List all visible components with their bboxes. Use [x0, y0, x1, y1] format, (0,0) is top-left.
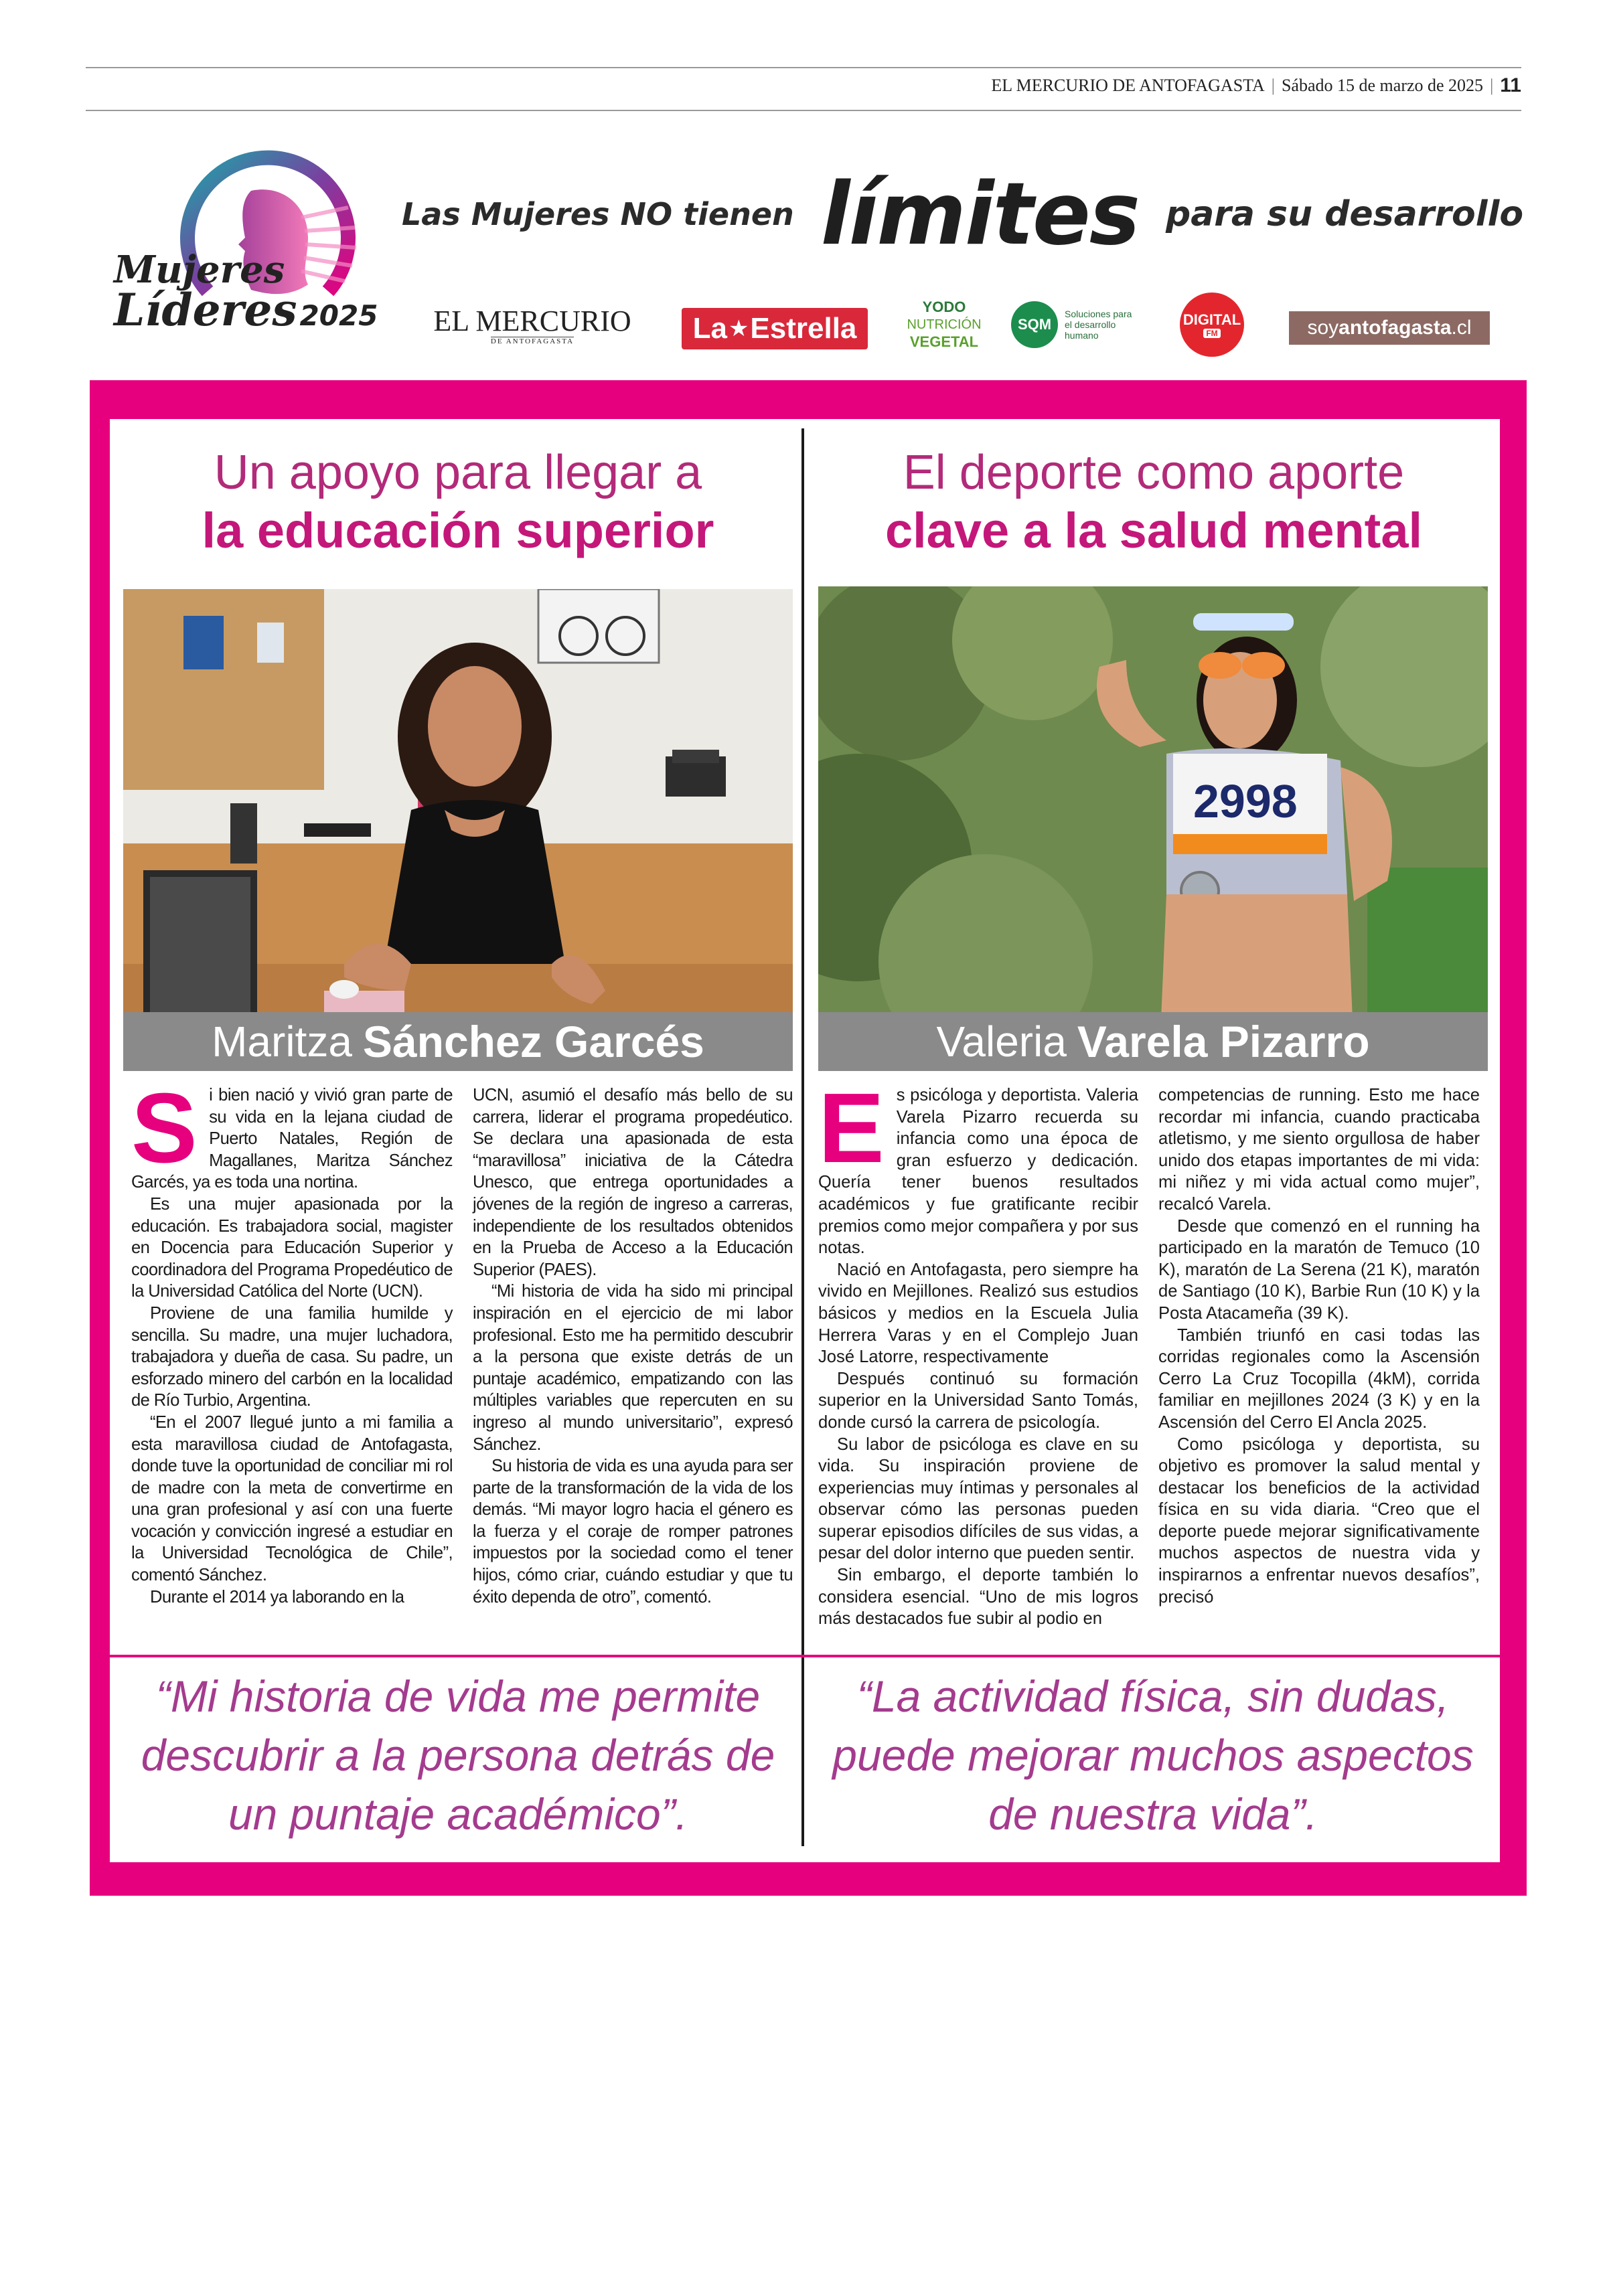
paragraph: Su labor de psicóloga es clave en su vida. Su inspiración proviene de experiencias muy íntimas y personales al observar cómo las personas pueden superar episodios difíciles de sus vidas, a pesar del dolor interno que pueden sentir. — [818, 1434, 1138, 1563]
paragraph: Desde que comenzó en el running ha participado en la maratón de Temuco (10 K), maratón de La Serena (21 K), maratón de Santiago (10 K), Barbie Run (10 K) y la Posta Atacameña (39 K). — [1158, 1216, 1480, 1323]
mercurio-wordmark: EL MERCURIO — [433, 305, 631, 337]
fm-label: FM — [1203, 329, 1220, 338]
paragraph: Proviene de una familia humilde y sencilla. Su madre, una mujer luchadora, trabajadora y dueña de casa. Su padre, un esforzado minero del carbón en la localidad de Río Turbio, Argentina. — [131, 1303, 453, 1410]
paragraph: Después continuó su formación superior en la Universidad Santo Tomás, donde cursó la carrera de psicología. — [818, 1369, 1138, 1432]
folio-separator: | — [1490, 76, 1494, 95]
left-headline-line2: la educación superior — [202, 503, 714, 558]
folio-line — [991, 72, 1521, 99]
paragraph: “En el 2007 llegué junto a mi familia a esta maravillosa ciudad de Antofagasta, donde tuve la oportunidad de conciliar mi rol de madre con la meta de convertirme en una gran profesional y así con una fuerte vocación y convicción ingresé a estudiar en la Universidad Tecnológica de Chile”, comentó Sánchez. — [131, 1412, 453, 1585]
tagline-emphasis: límites — [820, 164, 1139, 264]
top-rule — [86, 67, 1521, 68]
paragraph: Durante el 2014 ya laborando en la — [150, 1587, 404, 1607]
paragraph: UCN, asumió el desafío más bello de su carrera, liderar el programa propedéutico. Se declara una apasionada de esta “maravillosa” iniciativa de la Cátedra Unesco, que entrega oportunidades a jóvenes de la región de ingreso a carreras, independiente de los resultados obtenidos en la Prueba de Acceso a la Educación Superior (PAES). — [473, 1086, 793, 1279]
right-body-col1 — [818, 1073, 1138, 1630]
right-headline-line1: El deporte como aporte — [903, 446, 1405, 499]
paragraph: Nació en Antofagasta, pero siempre ha vivido en Mejillones. Realizó sus estudios básicos y medios en la Escuela Julia Herrera Varas y en el Complejo Juan José Latorre, respectivamente — [818, 1260, 1138, 1367]
race-bib-number: 2998 — [1193, 775, 1298, 827]
paragraph: competencias de running. Esto me hace recordar mi infancia, cuando practicaba atletismo, y me siento orgullosa de haber unido dos etapas importantes de mi vida: mi niñez y mi vida actual como mujer”, recalcó Varela. — [1158, 1086, 1480, 1214]
paragraph: Su historia de vida es una ayuda para ser parte de la transformación de la vida de los demás. “Mi mayor logro hacia el género es la fuerza y el coraje de romper patrones impuestos por la sociedad como el tener hijos, cómo criar, cuándo estudiar y que tu éxito dependa de otro”, comentó. — [473, 1457, 793, 1607]
quote-divider — [110, 1655, 1500, 1657]
left-headline — [123, 448, 793, 556]
paragraph: También triunfó en casi todas las corridas regionales como la Ascensión Cerro La Cruz Tocopilla (4kM), corrida familiar en mejillones 2024 (3 K) y en la Ascensión del Cerro El Ancla 2025. — [1158, 1325, 1480, 1432]
paragraph: i bien nació y vivió gran parte de su vida en la lejana ciudad de Puerto Natales, Región de Magallanes, Maritza Sánchez Garcés, ya es toda una nortina. — [131, 1086, 453, 1192]
estrella-name: Estrella — [750, 312, 857, 345]
sponsor-digital-fm-logo — [1175, 295, 1249, 355]
star-icon: ★ — [728, 316, 749, 341]
paragraph: Sin embargo, el deporte también lo considera esencial. “Uno de mis logros más destacados fue subir al podio en — [818, 1566, 1138, 1629]
left-headline-line1: Un apoyo para llegar a — [214, 446, 702, 499]
right-last-name: Varela Pizarro — [1077, 1017, 1370, 1066]
left-body-col2 — [473, 1084, 793, 1608]
left-body-col1 — [131, 1073, 453, 1608]
publication-name: EL MERCURIO DE ANTOFAGASTA — [991, 76, 1265, 95]
folio-separator: | — [1271, 76, 1275, 95]
logo-year: 2025 — [299, 299, 378, 332]
page-number: 11 — [1500, 74, 1521, 96]
left-first-name: Maritza — [212, 1017, 352, 1066]
campaign-tagline — [402, 164, 1523, 264]
digital-label: DIGITAL — [1182, 311, 1241, 328]
mercurio-subtitle: DE ANTOFAGASTA — [490, 337, 575, 345]
sponsor-soyantofagasta-logo — [1289, 311, 1490, 345]
estrella-la: La — [692, 312, 727, 345]
issue-date: Sábado 15 de marzo de 2025 — [1281, 76, 1484, 95]
tagline-part2: para su desarrollo — [1165, 194, 1524, 234]
column-divider — [801, 428, 804, 1846]
sponsor-sqm-logo — [1008, 295, 1142, 355]
right-body-col2 — [1158, 1084, 1480, 1608]
header-rule — [86, 110, 1521, 111]
photo-valeria — [818, 586, 1488, 1051]
paragraph: “Mi historia de vida ha sido mi principal inspiración en el ejercicio de mi labor profesional. Esto me ha permitido descubrir a la persona que existe detrás de un puntaje académico, empatizando con las múltiples variables que repercuten en su ingreso al mundo universitario”, expresó Sánchez. — [473, 1282, 793, 1454]
sqm-claim: Soluciones para el desarrollo humano — [1065, 309, 1132, 341]
digital-fm-badge — [1180, 293, 1244, 357]
logo-line-mujeres: Mujeres — [114, 248, 285, 292]
soy-part: soy — [1307, 317, 1339, 339]
yodo-bottom: VEGETAL — [909, 333, 979, 350]
photo-maritza — [123, 589, 793, 1051]
logo-line-lideres: Líderes — [114, 284, 297, 336]
right-dropcap: E — [818, 1073, 885, 1183]
right-headline — [816, 448, 1492, 556]
runner-portrait-illustration — [818, 586, 1488, 1051]
left-name-bar — [123, 1012, 793, 1071]
left-last-name: Sánchez Garcés — [362, 1017, 704, 1066]
paragraph: s psicóloga y deportista. Valeria Varela Pizarro recuerda su infancia como una época de gran esfuerzo y dedicación. Quería tener buenos resultados académicos y fue gratificante recibir premios como mejor compañera y por sus notas. — [818, 1086, 1138, 1258]
mujeres-lideres-logo — [107, 137, 378, 372]
soy-tld: .cl — [1451, 317, 1472, 339]
yodo-mid: NUTRICIÓN — [907, 317, 982, 332]
tagline-part1: Las Mujeres NO tienen — [402, 196, 794, 232]
right-first-name: Valeria — [936, 1017, 1067, 1066]
left-pull-quote: “Mi historia de vida me permite descubrir a la persona detrás de un puntaje académico”. — [141, 1671, 775, 1839]
right-headline-line2: clave a la salud mental — [885, 503, 1423, 558]
sponsor-el-mercurio-logo — [429, 295, 636, 355]
yodo-top: YODO — [922, 299, 966, 315]
sponsor-yodo-logo — [897, 295, 991, 355]
sponsor-la-estrella-logo — [682, 308, 868, 349]
right-name-bar — [818, 1012, 1488, 1071]
left-dropcap: S — [131, 1073, 198, 1183]
office-portrait-illustration — [123, 589, 793, 1051]
sqm-badge: SQM — [1011, 301, 1058, 348]
paragraph: Como psicóloga y deportista, su objetivo es promover la salud mental y destacar los beneficios de la actividad física en su vida diaria. “Creo que el deporte puede mejorar significativamente muchos aspectos de nuestra vida y inspirarnos a enfrentar nuevos desafíos”, precisó — [1158, 1434, 1480, 1607]
right-pull-quote: “La actividad física, sin dudas, puede mejorar muchos aspectos de nuestra vida”. — [832, 1671, 1474, 1839]
paragraph: Es una mujer apasionada por la educación. Es trabajadora social, magister en Docencia para Educación Superior y coordinadora del Programa Propedéutico de la Universidad Católica del Norte (UCN). — [131, 1194, 453, 1301]
soy-city: antofagasta — [1338, 317, 1452, 339]
